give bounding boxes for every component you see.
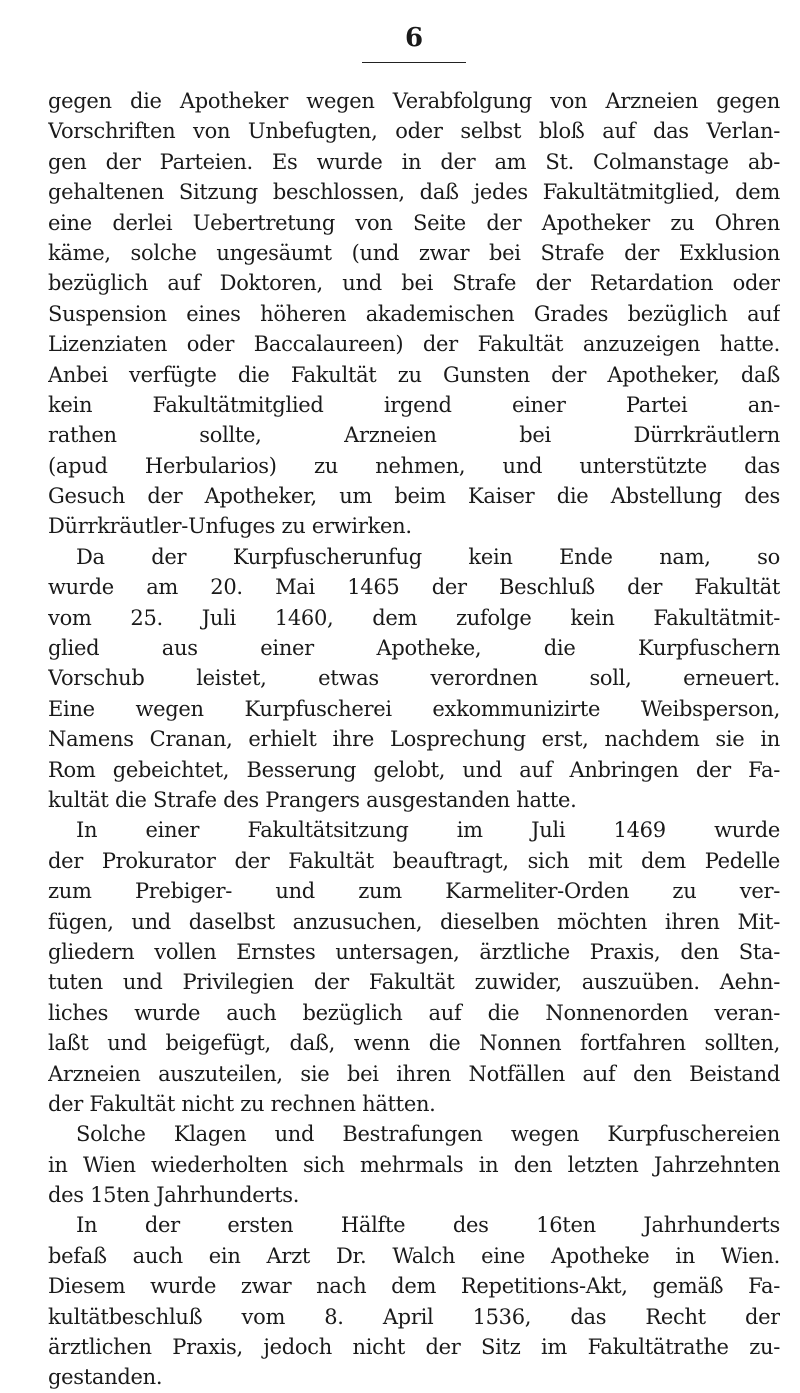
text-line: ärztlichen Praxis, jedoch nicht der Sitz im Fakultätrathe zu- [48,1335,780,1360]
text-line: tuten und Privilegien der Fakultät zuwider, auszuüben. Aehn- [48,970,780,995]
text-line: Eine wegen Kurpfuscherei exkommunizirte Weibsperson, [48,696,780,721]
body-text [48,86,780,1393]
text-line: gehaltenen Sitzung beschlossen, daß jedes Fakultätmitglied, dem [48,180,780,205]
text-line: eine derlei Uebertretung von Seite der Apotheker zu Ohren [48,210,780,235]
text-line: In der ersten Hälfte des 16ten Jahrhunderts [76,1213,780,1238]
text-line: befaß auch ein Arzt Dr. Walch eine Apotheke in Wien. [48,1243,780,1268]
paragraph [48,815,780,1119]
text-line: glied aus einer Apotheke, die Kurpfuschern [48,636,780,661]
text-line: vom 25. Juli 1460, dem zufolge kein Fakultätmit- [48,605,780,630]
text-line: Solche Klagen und Bestrafungen wegen Kurpfuschereien [76,1122,780,1147]
text-line: Arzneien auszuteilen, sie bei ihren Notfällen auf den Beistand [48,1061,780,1086]
page-header [48,18,780,78]
text-line: In einer Fakultätsitzung im Juli 1469 wurde [76,818,780,843]
text-line: (apud Herbularios) zu nehmen, und unterstützte das [48,453,780,478]
text-line: käme, solche ungesäumt (und zwar bei Strafe der Exklusion [48,240,780,265]
paragraph [48,542,780,816]
paragraph [48,86,780,542]
book-page [48,0,780,1390]
text-line: gen der Parteien. Es wurde in der am St. Colmanstage ab- [48,149,780,174]
text-line: laßt und beigefügt, daß, wenn die Nonnen fortfahren sollten, [48,1031,780,1056]
text-line: Vorschub leistet, etwas verordnen soll, erneuert. [48,666,780,691]
text-line: Diesem wurde zwar nach dem Repetitions-Akt, gemäß Fa- [48,1274,780,1299]
header-rule [362,62,466,63]
text-line: in Wien wiederholten sich mehrmals in den letzten Jahrzehnten [48,1152,780,1177]
text-line: gegen die Apotheker wegen Verabfolgung von Arzneien gegen [48,89,780,113]
text-line: bezüglich auf Doktoren, und bei Strafe der Retardation oder [48,271,780,296]
text-line: Gesuch der Apotheker, um beim Kaiser die Abstellung des [48,484,780,509]
text-line: liches wurde auch bezüglich auf die Nonnenorden veran- [48,1000,780,1025]
text-line: Rom gebeichtet, Besserung gelobt, und auf Anbringen der Fa- [48,757,780,782]
page-number: 6 [404,23,424,53]
text-line: Dürrkräutler-Unfuges zu erwirken. [48,514,412,539]
paragraph [48,1210,780,1392]
text-line: der Prokurator der Fakultät beauftragt, sich mit dem Pedelle [48,848,780,873]
text-line: Anbei verfügte die Fakultät zu Gunsten der Apotheker, daß [48,362,780,387]
text-line: fügen, und daselbst anzusuchen, dieselben möchten ihren Mit- [48,909,780,934]
text-line: wurde am 20. Mai 1465 der Beschluß der Fakultät [48,575,780,600]
text-line: Da der Kurpfuscherunfug kein Ende nam, so [76,544,780,569]
text-line: Namens Cranan, erhielt ihre Losprechung erst, nachdem sie in [48,727,780,752]
text-line: zum Prebiger- und zum Karmeliter-Orden zu ver- [48,879,780,904]
text-line: kultätbeschluß vom 8. April 1536, das Recht der [48,1304,780,1329]
text-line: Lizenziaten oder Baccalaureen) der Fakultät anzuzeigen hatte. [48,332,780,357]
text-line: des 15ten Jahrhunderts. [48,1183,300,1208]
text-line: gestanden. [48,1365,163,1390]
text-line: rathen sollte, Arzneien bei Dürrkräutlern [48,423,780,448]
text-line: kein Fakultätmitglied irgend einer Partei an- [48,392,780,417]
text-line: Vorschriften von Unbefugten, oder selbst bloß auf das Verlan- [48,119,780,144]
text-line: Suspension eines höheren akademischen Grades bezüglich auf [48,301,780,326]
paragraph [48,1119,780,1210]
text-line: gliedern vollen Ernstes untersagen, ärztliche Praxis, den Sta- [48,939,780,964]
text-line: der Fakultät nicht zu rechnen hätten. [48,1091,436,1116]
text-line: kultät die Strafe des Prangers ausgestanden hatte. [48,787,577,812]
